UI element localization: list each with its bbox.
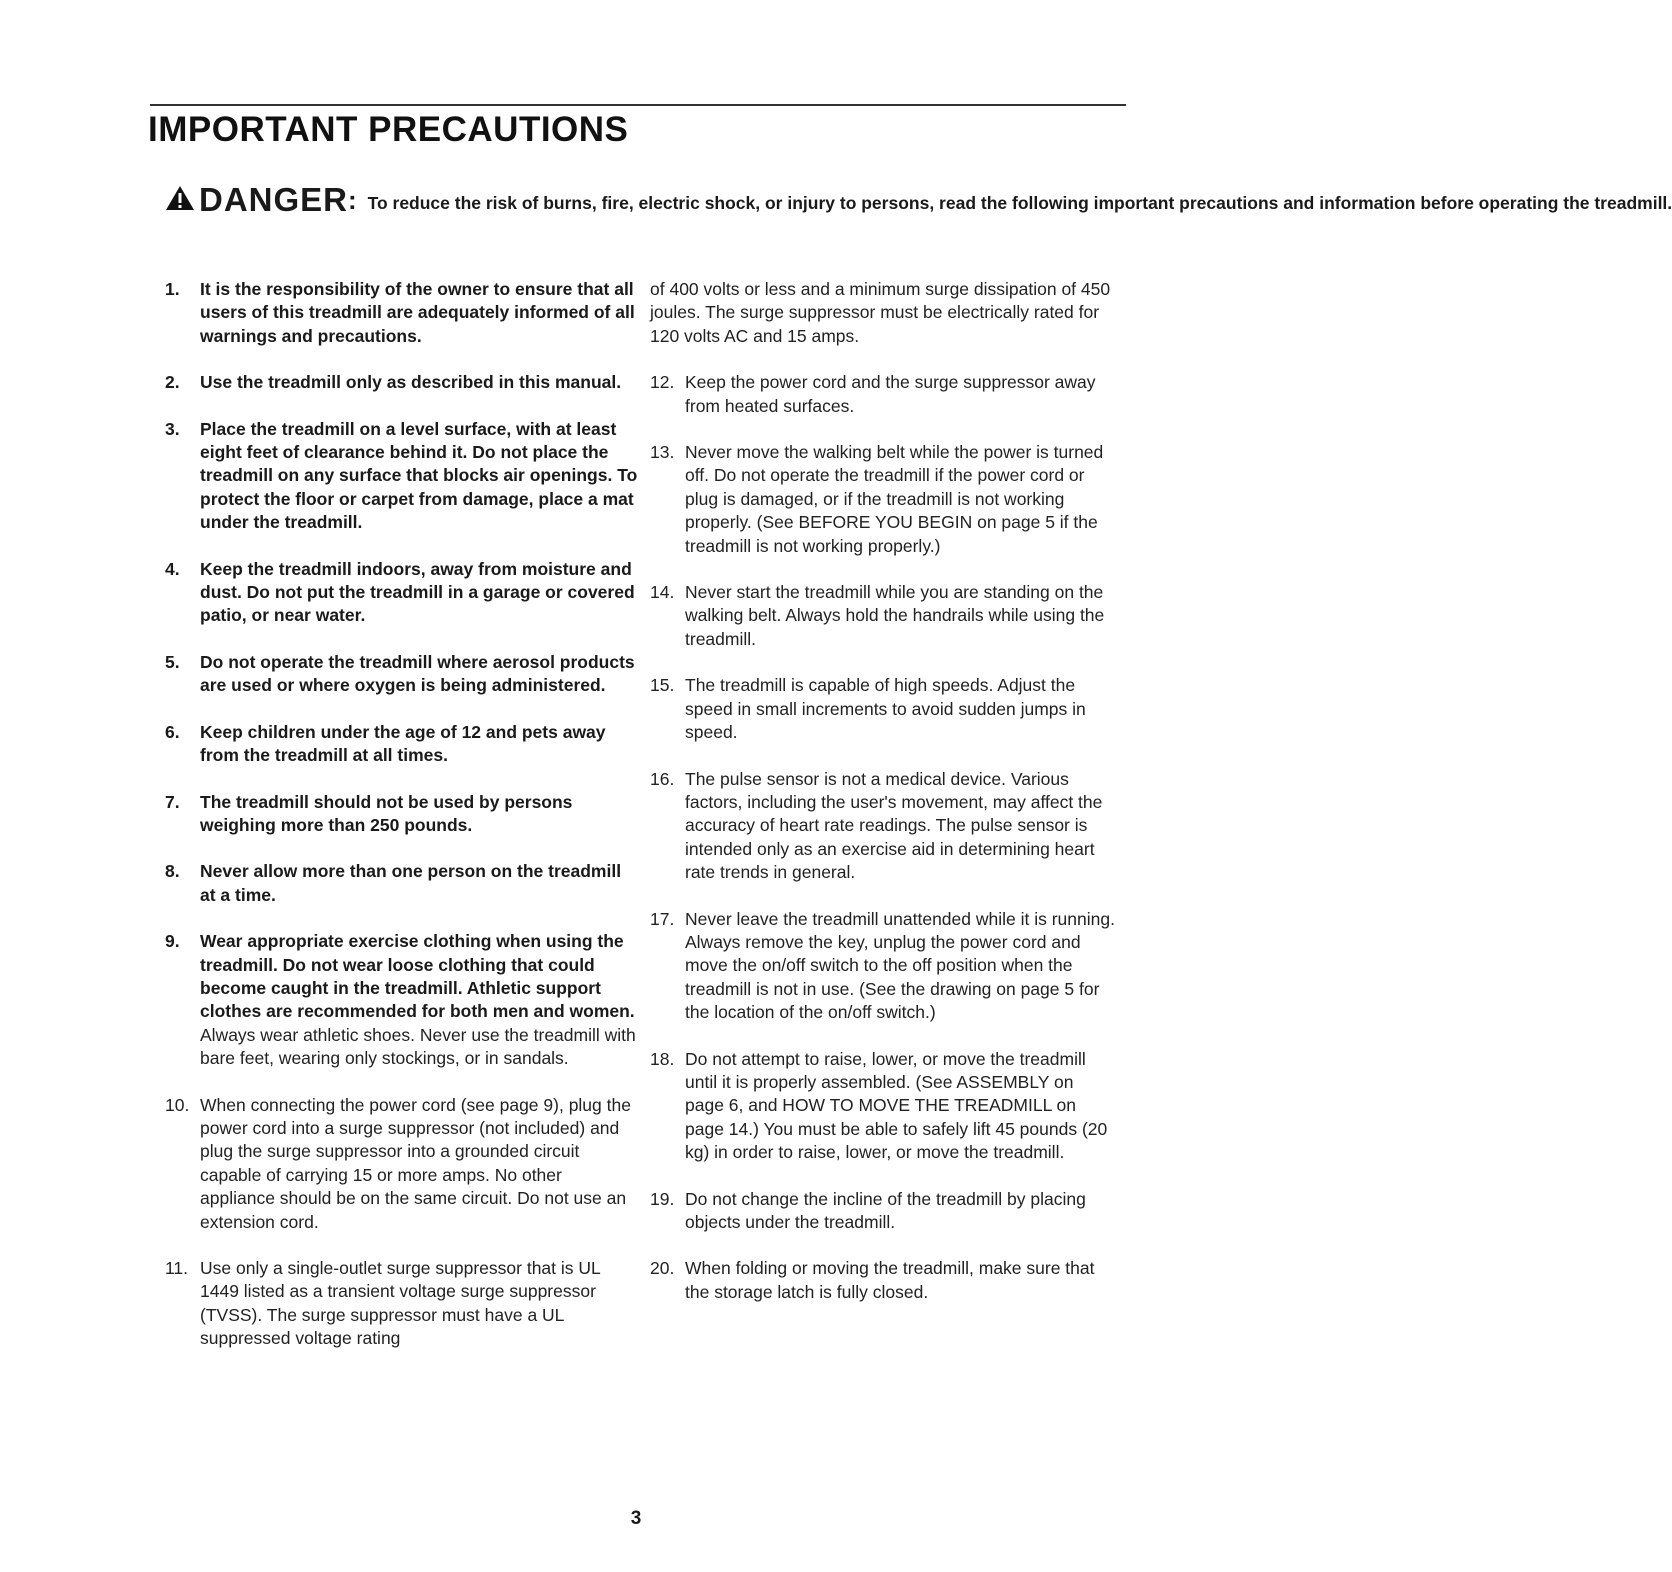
item-text: Keep the power cord and the surge suppressor away from heated surfaces.: [685, 372, 1096, 416]
item-text: The pulse sensor is not a medical device. Various factors, including the user's movement, may affect the accuracy of heart rate readings. The pulse sensor is intended only as an exercise aid in determining heart rate trends in general.: [685, 768, 1103, 883]
item-number: 15.: [650, 675, 675, 696]
warning-triangle-icon: [165, 185, 195, 211]
precaution-item: [165, 651, 640, 698]
item-number: 3.: [165, 418, 180, 439]
item-number: 1.: [165, 279, 180, 299]
item-text: Do not attempt to raise, lower, or move the treadmill until it is properly assembled. (See ASSEMBLY on page 6, and HOW TO MOVE THE TREADMILL on page 14.) You must be able to safely lift 45 pounds (20 kg) in order to raise, lower, or move the treadmill.: [685, 1048, 1108, 1163]
item-number: 11.: [165, 1258, 189, 1278]
danger-notice: [165, 181, 1672, 218]
item-text: Always wear athletic shoes. Never use the treadmill with bare feet, wearing only stockings, or in sandals.: [200, 1024, 636, 1069]
item-number: 8.: [165, 861, 180, 882]
item-text: When folding or moving the treadmill, make sure that the storage latch is fully closed.: [685, 1258, 1095, 1302]
item-number: 12.: [650, 372, 675, 393]
precaution-item: [165, 791, 640, 838]
precaution-item: [165, 278, 640, 348]
precaution-item: [650, 441, 1115, 558]
item-number: 9.: [165, 931, 180, 952]
item-number: 5.: [165, 651, 180, 672]
item-text-bold: Keep children under the age of 12 and pets away from the treadmill at all times.: [200, 721, 606, 766]
precaution-item: [165, 1094, 640, 1234]
left-column: [165, 278, 640, 1374]
item-text: Do not change the incline of the treadmill by placing objects under the treadmill.: [685, 1188, 1086, 1232]
precaution-item: [650, 1048, 1115, 1165]
item-text: Never move the walking belt while the power is turned off. Do not operate the treadmill if the power cord or plug is damaged, or if the treadmill is not working properly. (See BEFORE YOU BEGIN on page 5 if the treadmill is not working properly.): [685, 442, 1104, 556]
item-number: 14.: [650, 582, 675, 603]
precaution-item: [650, 674, 1115, 744]
item-text: Never start the treadmill while you are standing on the walking belt. Always hold the handrails while using the treadmill.: [685, 582, 1105, 649]
precaution-item: [650, 581, 1115, 651]
item-number: 4.: [165, 558, 180, 579]
item-number: 17.: [650, 908, 675, 929]
item-number: 6.: [165, 721, 180, 742]
item-text-bold: Place the treadmill on a level surface, with at least eight feet of clearance behind it. Do not place the treadmill on any surface that blocks air openings. To protect the floor or carpet from damage, place a mat under the treadmill.: [200, 418, 638, 533]
precaution-item: [650, 768, 1115, 885]
danger-label: DANGER: [199, 181, 349, 218]
item-text-bold: The treadmill should not be used by persons weighing more than 250 pounds.: [200, 791, 573, 835]
precaution-item: [165, 558, 640, 628]
continued-text: of 400 volts or less and a minimum surge dissipation of 450 joules. The surge suppressor must be electrically rated for 120 volts AC and 15 amps.: [650, 279, 1111, 346]
header-rule: [150, 104, 1126, 106]
right-column: [650, 278, 1115, 1327]
precaution-item: [650, 1257, 1115, 1304]
precaution-item: [650, 1188, 1115, 1235]
item-text: When connecting the power cord (see page 9), plug the power cord into a surge suppressor (not included) and plug the surge suppressor into a grounded circuit capable of carrying 15 or more amps. No other appliance should be on the same circuit. Do not use an extension cord.: [200, 1094, 631, 1232]
precaution-item: [650, 908, 1115, 1025]
precaution-item: [165, 860, 640, 907]
danger-text: To reduce the risk of burns, fire, electric shock, or injury to persons, read the following important precautions and information before operating the treadmill.: [367, 193, 1672, 213]
precaution-item: [165, 930, 640, 1070]
item-text-bold: Use the treadmill only as described in this manual.: [200, 372, 622, 393]
danger-colon: :: [348, 185, 357, 215]
item-number: 19.: [650, 1188, 675, 1209]
precaution-item: [165, 371, 640, 394]
item-number: 20.: [650, 1258, 675, 1279]
item-number: 7.: [165, 791, 180, 812]
precaution-item: [165, 418, 640, 535]
item-number: 10.: [165, 1094, 190, 1115]
page-title: IMPORTANT PRECAUTIONS: [148, 110, 629, 149]
item-text: Never leave the treadmill unattended while it is running. Always remove the key, unplug the power cord and move the on/off switch to the off position when the treadmill is not in use. (See the drawing on page 5 for the location of the on/off switch.): [685, 908, 1115, 1023]
item-number: 16.: [650, 768, 675, 789]
item-text: Use only a single-outlet surge suppressor that is UL 1449 listed as a transient voltage surge suppressor (TVSS). The surge suppressor must have a UL suppressed voltage rating: [200, 1258, 601, 1349]
precaution-item: [165, 721, 640, 768]
precaution-item: [650, 371, 1115, 418]
item-text-bold: Do not operate the treadmill where aerosol products are used or where oxygen is being administered.: [200, 651, 635, 696]
item-text-bold: It is the responsibility of the owner to ensure that all users of this treadmill are adequately informed of all warnings and precautions.: [200, 279, 635, 346]
item-number: 18.: [650, 1048, 675, 1069]
item-text-bold: Never allow more than one person on the treadmill at a time.: [200, 861, 622, 905]
precaution-item: [165, 1257, 640, 1351]
item-text: The treadmill is capable of high speeds. Adjust the speed in small increments to avoid sudden jumps in speed.: [685, 675, 1086, 743]
item-number: 2.: [165, 372, 180, 393]
item-text-bold: Keep the treadmill indoors, away from moisture and dust. Do not put the treadmill in a garage or covered patio, or near water.: [200, 558, 635, 626]
page-number: 3: [630, 1508, 642, 1529]
item-number: 13.: [650, 442, 675, 463]
item-text-bold: Wear appropriate exercise clothing when using the treadmill. Do not wear loose clothing that could become caught in the treadmill. Athletic support clothes are recommended for both men and women.: [200, 931, 635, 1022]
